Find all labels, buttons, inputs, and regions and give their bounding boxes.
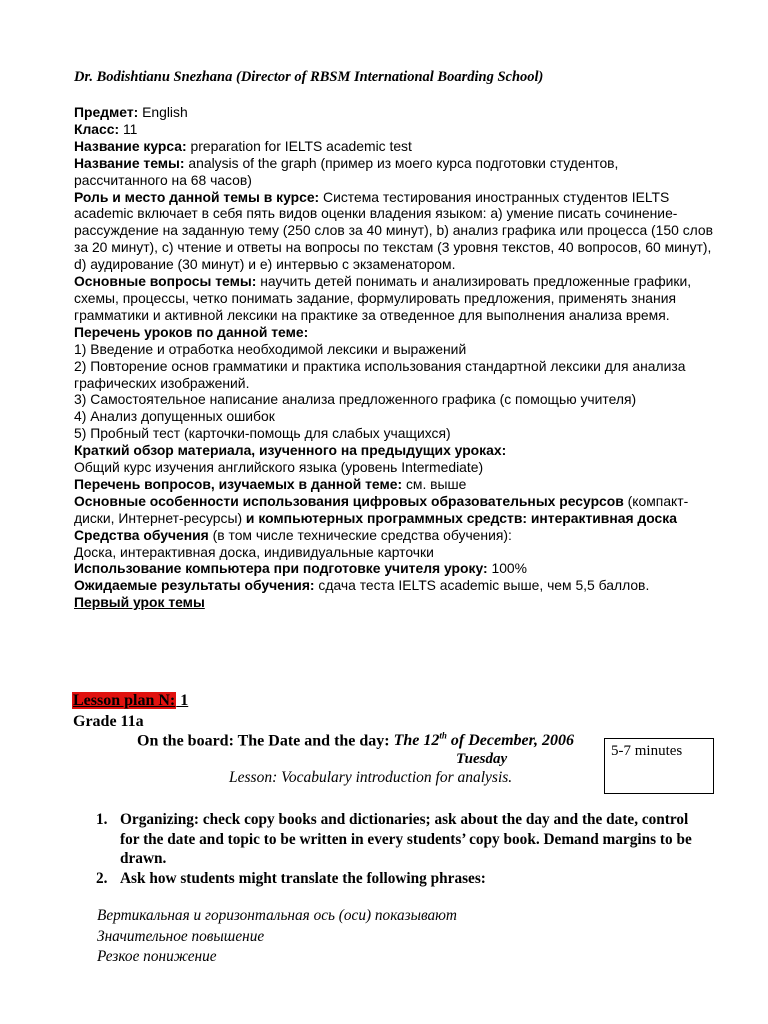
- class-field: Класс: 11: [74, 120, 138, 137]
- subject-field: Предмет: English: [74, 104, 188, 120]
- step-number: 2.: [96, 870, 108, 888]
- lesson-plan-label: Lesson plan N:: [73, 692, 176, 709]
- phrase-item: Резкое понижение: [97, 948, 217, 965]
- means-list: Доска, интерактивная доска, индивидуальные карточки: [74, 543, 434, 560]
- course-name-field: Название курса: preparation for IELTS academic test: [74, 137, 412, 154]
- step-item: [96, 810, 706, 869]
- lesson-plan-heading: [72, 692, 188, 710]
- grade-label: Grade 11a: [73, 713, 144, 730]
- lesson-item: 4) Анализ допущенных ошибок: [74, 408, 275, 425]
- lesson-title: Lesson: Vocabulary introduction for analysis.: [229, 769, 513, 786]
- steps-list: [96, 810, 706, 889]
- lessons-heading: Перечень уроков по данной теме:: [74, 323, 309, 340]
- questions-field: Перечень вопросов, изучаемых в данной теме: см. выше: [74, 475, 467, 492]
- review-heading: Краткий обзор материала, изученного на предыдущих уроках:: [74, 442, 507, 459]
- course-info: [74, 104, 714, 611]
- topic-name-field: Название темы: analysis of the graph (пример из моего курса подготовки студентов, рассчитанного на 68 часов): [74, 154, 619, 188]
- step-text: Organizing: check copy books and dictionaries; ask about the day and the date, control for the date and topic to be written in every students’ copy book. Demand margins to be drawn.: [120, 811, 692, 868]
- board-date: The 12th of December, 2006: [393, 731, 574, 750]
- phrase-item: Вертикальная и горизонтальная ось (оси) показывают: [97, 907, 457, 924]
- board-weekday: Tuesday: [456, 751, 508, 767]
- lesson-item: 5) Пробный тест (карточки-помощь для слабых учащихся): [74, 425, 451, 442]
- lesson-item: 3) Самостоятельное написание анализа предложенного графика (с помощью учителя): [74, 391, 637, 408]
- results-field: Ожидаемые результаты обучения: сдача теста IELTS academic выше, чем 5,5 баллов.: [74, 577, 650, 594]
- board-line: [137, 731, 574, 750]
- lesson-plan-number: 1: [176, 692, 189, 709]
- step-number: 1.: [96, 811, 108, 828]
- lesson-item: 1) Введение и отработка необходимой лексики и выражений: [74, 340, 467, 357]
- board-prefix: On the board: The Date and the day:: [137, 732, 394, 750]
- topic-role-field: Роль и место данной темы в курсе: Система тестирования иностранных студентов IELTS academic включает в себя пять видов оценки владения языком: а) умение писать сочинение-рассуждение на заданную тему (250 слов за 40 минут), b) анализ графика или процесса (150 слов за 20 минут), c) чтение и ответы на вопросы по текстам (3 уровня текстов, 40 вопросов, 60 минут), d) аудирование (30 минут) и е) интервью с экзаменатором.: [74, 188, 714, 273]
- step-item: [96, 869, 706, 889]
- means-field: Средства обучения (в том числе технические средства обучения):: [74, 526, 512, 543]
- lesson-item: 2) Повторение основ грамматики и практика использования стандартной лексики для анализа графических изображений.: [74, 357, 686, 391]
- first-lesson-heading: Первый урок темы: [74, 594, 205, 611]
- review-value: Общий курс изучения английского языка (уровень Intermediate): [74, 459, 484, 476]
- time-box: 5-7 minutes: [604, 738, 714, 794]
- main-questions-field: Основные вопросы темы: научить детей понимать и анализировать предложенные графики, схемы, процессы, четко понимать задание, формулировать предложения, применять знания грамматики и активной лексики на практике за отведенное для выполнения анализа время.: [74, 273, 692, 323]
- phrases-list: [97, 906, 457, 968]
- step-text: Ask how students might translate the following phrases:: [120, 870, 486, 888]
- phrase-item: Значительное повышение: [97, 927, 265, 945]
- document-header: Dr. Bodishtianu Snezhana (Director of RBSM International Boarding School): [74, 69, 544, 85]
- computer-field: Использование компьютера при подготовке учителя уроку: 100%: [74, 560, 528, 577]
- resources-field: Основные особенности использования цифровых образовательных ресурсов (компакт-диски, Интернет-ресурсы) и компьютерных программных средств: интерактивная доска: [74, 492, 689, 526]
